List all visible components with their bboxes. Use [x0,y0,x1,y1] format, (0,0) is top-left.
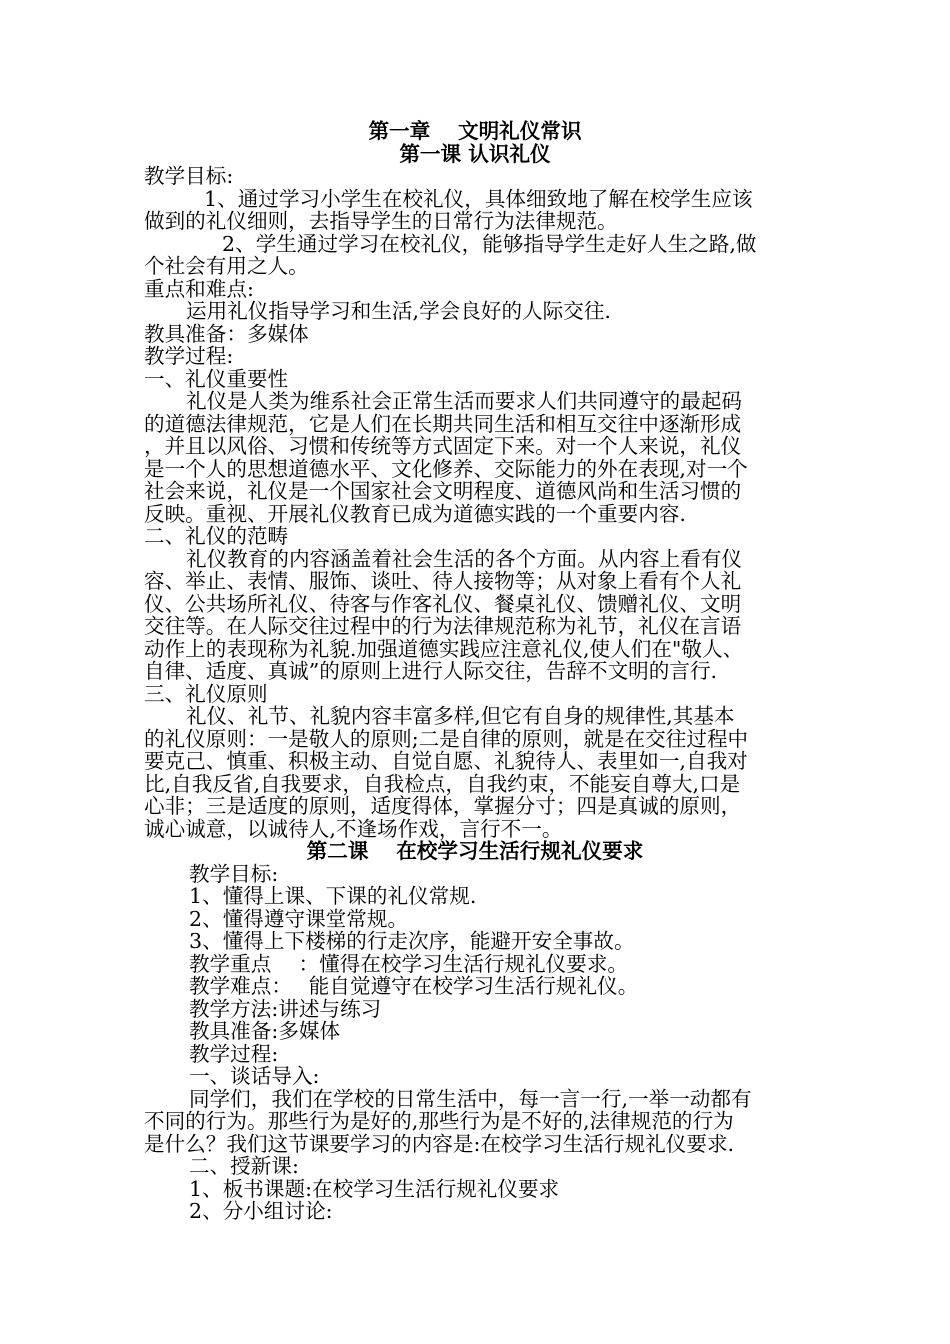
objective-item: 1、懂得上课、下课的礼仪常规. [189,884,477,908]
paragraph-line: 要克己、慎重、积极主动、自觉自愿、礼貌待人、表里如一,自我对 [144,749,748,773]
chapter-title: 第一章 文明礼仪常识 [368,119,582,143]
key-point-text: 教学重点 ：懂得在校学习生活行规礼仪要求。 [189,951,629,976]
paragraph-line: 仪、公共场所礼仪、待客与作客礼仪、餐桌礼仪、馈赠礼仪、文明 [144,591,742,616]
objective-2-line-1: 2、学生通过学习在校礼仪，能够指导学生走好人生之路,做 [222,231,757,256]
lesson1-title: 第一课 认识礼仪 [399,141,551,166]
paragraph-line: 同学们，我们在学校的日常生活中，每一言一行,一举一动都有 [189,1086,752,1111]
keypoints-text: 运用礼仪指导学习和生活,学会良好的人际交往. [186,299,611,323]
intro-heading: 一、谈话导入: [189,1064,320,1088]
paragraph-line: 比,自我反省,自我要求，自我检点，自我约束，不能妄自尊大,口是 [144,771,741,796]
paragraph-line: 的礼仪原则：一是敬人的原则;二是自律的原则，就是在交往过程中 [144,726,749,751]
section-heading: 一、礼仪重要性 [144,366,289,391]
paragraph-line: 社会来说，礼仪是一个国家社会文明程度、道德风尚和生活习惯的 [144,479,742,503]
materials-text: 教具准备:多媒体 [189,1019,341,1043]
new-lesson-heading: 二、授新课: [189,1154,299,1178]
paragraph-line: 的道德法律规范，它是人们在长期共同生活和相互交往中逐渐形成 [144,411,742,436]
paragraph-line: 诚心诚意，以诚待人,不逢场作戏，言行不一。 [144,816,563,841]
paragraph-line: 动作上的表现称为礼貌.加强道德实践应注意礼仪,使人们在"敬人、 [144,636,744,661]
objective-1-line-1: 1、通过学习小学生在校礼仪，具体细致地了解在校学生应该 [204,186,753,211]
section-heading: 二、礼仪的范畴 [144,524,289,548]
objective-2-line-2: 个社会有用之人。 [144,254,309,278]
paragraph-line: 礼仪教育的内容涵盖着社会生活的各个方面。从内容上看有仪 [186,546,743,571]
paragraph-line: 自律、适度、真诚”的原则上进行人际交往，告辞不文明的言行. [144,659,718,683]
paragraph-line: 是一个人的思想道德水平、文化修养、交际能力的外在表现,对一个 [144,456,748,481]
keypoints-heading: 重点和难点: [144,276,254,301]
paragraph-line: 容、举止、表情、服饰、谈吐、待人接物等；从对象上看有个人礼 [144,569,742,593]
objectives-heading: 教学目标: [144,164,234,188]
materials-text: 教具准备：多媒体 [144,321,309,346]
difficulty-text: 教学难点： 能自觉遵守在校学习生活行规礼仪。 [189,974,639,998]
document-body [144,120,806,1223]
objective-1-line-2: 做到的礼仪细则，去指导学生的日常行为法律规范。 [144,209,618,233]
paragraph-line: 礼仪、礼节、礼貌内容丰富多样,但它有自身的规律性,其基本 [186,704,735,728]
process-heading: 教学过程: [189,1041,279,1066]
process-heading: 教学过程: [144,344,234,368]
objectives-heading: 教学目标: [189,861,279,886]
paragraph-line: 不同的行为。那些行为是好的,那些行为是不好的,法律规范的行为 [144,1109,734,1133]
paragraph-line: 礼仪是人类为维系社会正常生活而要求人们共同遵守的最起码 [186,389,743,413]
objective-item: 2、懂得遵守课堂常规。 [189,906,409,931]
paragraph-line: 是什么？我们这节课要学习的内容是:在校学习生活行规礼仪要求. [144,1131,735,1156]
objective-item: 3、懂得上下楼梯的行走次序，能避开安全事故。 [189,929,635,953]
method-text: 教学方法:讲述与练习 [189,996,382,1021]
paragraph-line: ，并且以风俗、习惯和传统等方式固定下来。对一个人来说，礼仪 [144,434,742,458]
step-item: 1、板书课题:在校学习生活行规礼仪要求 [189,1176,560,1201]
section-heading: 三、礼仪原则 [144,681,268,706]
paragraph-line: 交往等。在人际交往过程中的行为法律规范称为礼节，礼仪在言语 [144,614,742,638]
paragraph-line: 反映。重视、开展礼仪教育已成为道德实践的一个重要内容. [144,501,686,526]
paragraph-line: 心非；三是适度的原则，适度得体，掌握分寸；四是真诚的原则， [144,794,742,818]
step-item: 2、分小组讨论: [189,1199,333,1223]
lesson2-title: 第二课 在校学习生活行规礼仪要求 [306,839,644,863]
